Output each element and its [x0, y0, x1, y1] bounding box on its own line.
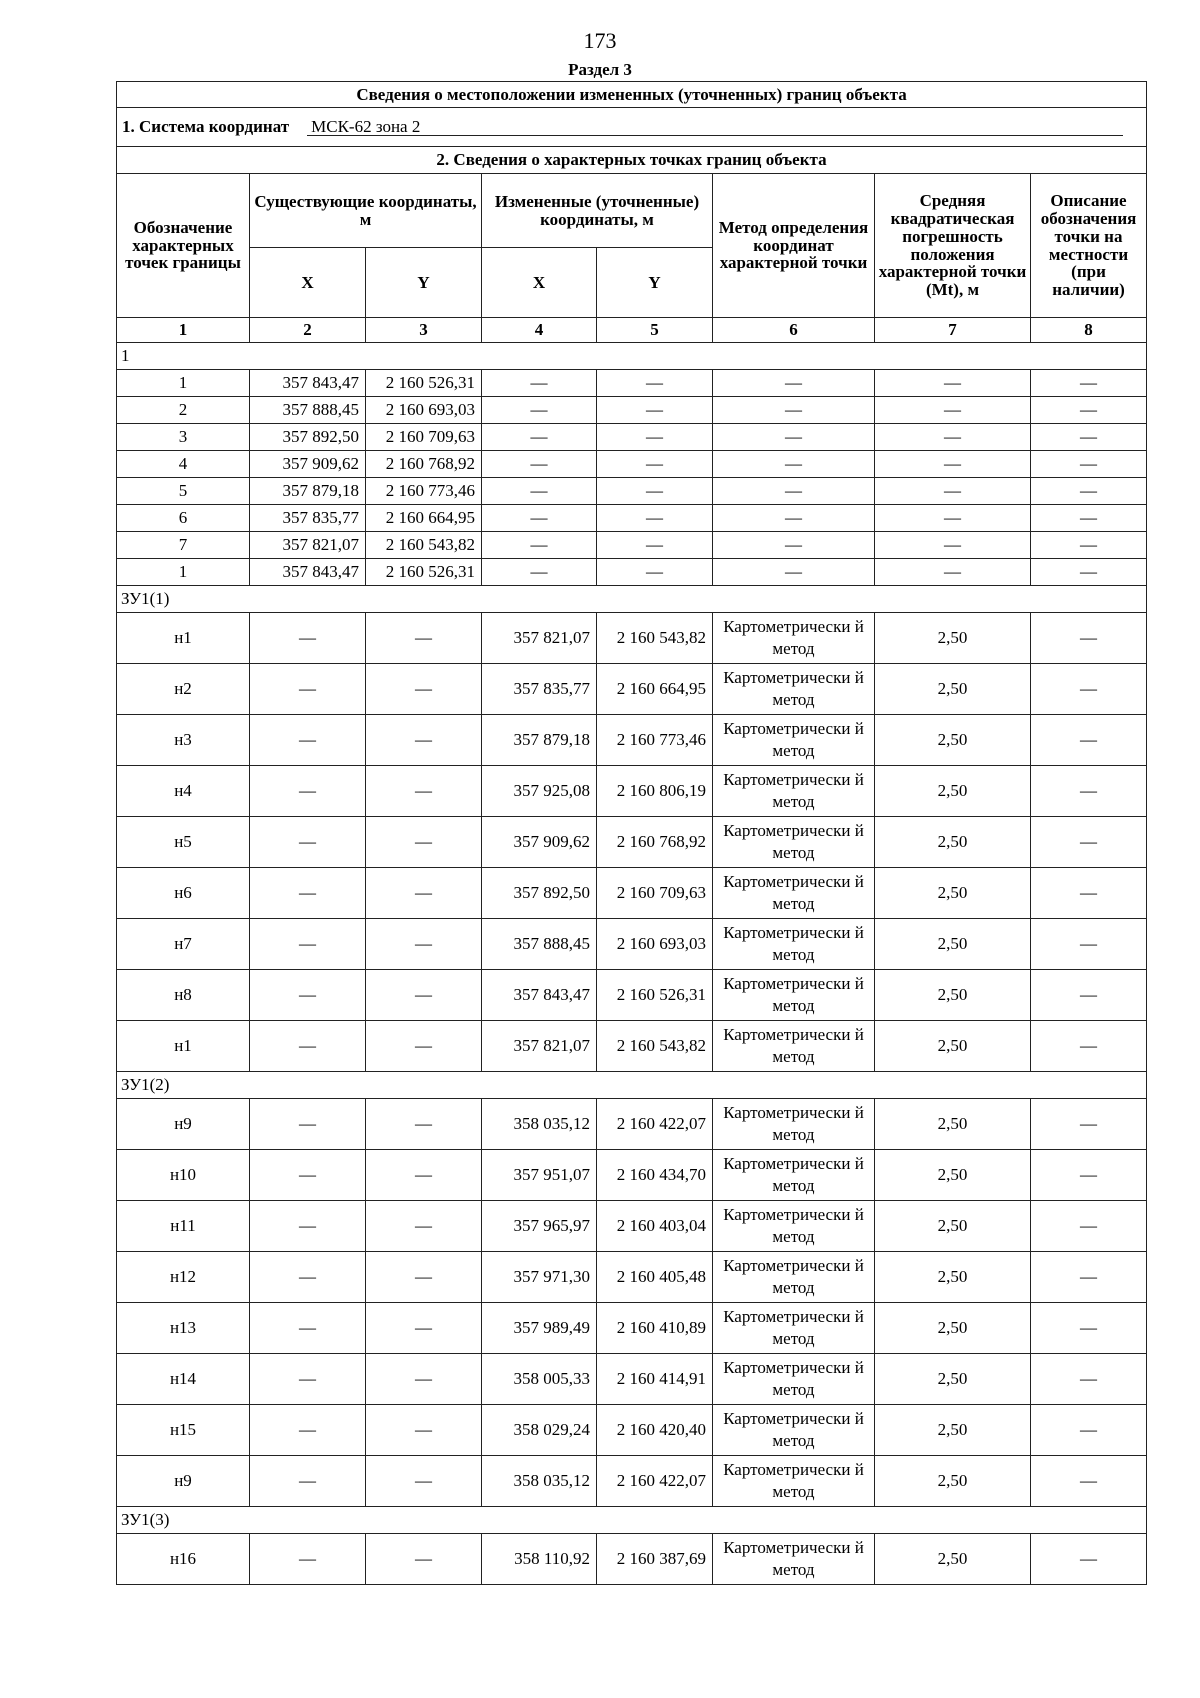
- cell-changed-x: 357 989,49: [482, 1303, 597, 1354]
- cell-existing-y: —: [366, 919, 482, 970]
- cell-accuracy: 2,50: [875, 1405, 1031, 1456]
- cell-method: Картометрически й метод: [713, 919, 875, 970]
- cell-existing-y: 2 160 526,31: [366, 370, 482, 397]
- cell-point-id: н6: [117, 868, 250, 919]
- cell-description: —: [1031, 1534, 1147, 1585]
- cell-changed-x: —: [482, 397, 597, 424]
- cell-changed-y: 2 160 526,31: [597, 970, 713, 1021]
- cell-method: Картометрически й метод: [713, 1405, 875, 1456]
- cell-existing-x: —: [250, 970, 366, 1021]
- cell-existing-x: —: [250, 919, 366, 970]
- header-accuracy: Средняя квадратическая погрешность положения характерной точки (Mt), м: [875, 174, 1031, 318]
- cell-changed-x: —: [482, 532, 597, 559]
- cell-existing-x: 357 835,77: [250, 505, 366, 532]
- header-changed-x: X: [482, 248, 597, 318]
- cell-existing-y: —: [366, 715, 482, 766]
- table-row: [117, 715, 1147, 766]
- cell-description: —: [1031, 532, 1147, 559]
- cell-accuracy: 2,50: [875, 919, 1031, 970]
- cell-existing-x: —: [250, 664, 366, 715]
- table-row: [117, 1252, 1147, 1303]
- cell-changed-x: 357 892,50: [482, 868, 597, 919]
- cell-accuracy: 2,50: [875, 1303, 1031, 1354]
- cell-changed-y: —: [597, 505, 713, 532]
- cell-accuracy: —: [875, 370, 1031, 397]
- cell-existing-y: —: [366, 1303, 482, 1354]
- cell-existing-x: —: [250, 1150, 366, 1201]
- table-row: [117, 664, 1147, 715]
- column-number: 1: [117, 318, 250, 343]
- cell-method: Картометрически й метод: [713, 613, 875, 664]
- cell-existing-x: —: [250, 1456, 366, 1507]
- boundary-points-table: [116, 81, 1147, 1585]
- cell-point-id: 7: [117, 532, 250, 559]
- header-existing-x: X: [250, 248, 366, 318]
- header-row-1: [117, 174, 1147, 248]
- cell-existing-y: —: [366, 1456, 482, 1507]
- cell-existing-x: —: [250, 1201, 366, 1252]
- cell-description: —: [1031, 664, 1147, 715]
- cell-description: —: [1031, 970, 1147, 1021]
- page-number: 173: [583, 28, 617, 53]
- column-number: 8: [1031, 318, 1147, 343]
- header-existing-coords: Существующие координаты, м: [250, 174, 482, 248]
- cell-changed-x: 357 965,97: [482, 1201, 597, 1252]
- cell-changed-y: 2 160 543,82: [597, 1021, 713, 1072]
- cell-changed-x: —: [482, 424, 597, 451]
- cell-accuracy: 2,50: [875, 1534, 1031, 1585]
- cell-changed-y: 2 160 403,04: [597, 1201, 713, 1252]
- cell-existing-y: —: [366, 1405, 482, 1456]
- cell-description: —: [1031, 715, 1147, 766]
- cell-changed-x: —: [482, 505, 597, 532]
- cell-changed-y: 2 160 693,03: [597, 919, 713, 970]
- table-row: [117, 370, 1147, 397]
- section-title: Раздел 3: [568, 60, 632, 79]
- column-number: 5: [597, 318, 713, 343]
- table-row: [117, 1303, 1147, 1354]
- cell-accuracy: —: [875, 559, 1031, 586]
- cell-existing-y: —: [366, 1201, 482, 1252]
- cell-changed-y: —: [597, 397, 713, 424]
- cell-existing-x: 357 821,07: [250, 532, 366, 559]
- cell-accuracy: 2,50: [875, 715, 1031, 766]
- table-title-row: [117, 82, 1147, 108]
- cell-point-id: н5: [117, 817, 250, 868]
- cell-point-id: н9: [117, 1099, 250, 1150]
- header-changed-y: Y: [597, 248, 713, 318]
- table-row: [117, 1534, 1147, 1585]
- cell-accuracy: 2,50: [875, 766, 1031, 817]
- cell-changed-y: 2 160 709,63: [597, 868, 713, 919]
- cell-existing-y: —: [366, 1354, 482, 1405]
- cell-existing-y: 2 160 709,63: [366, 424, 482, 451]
- cell-changed-y: 2 160 420,40: [597, 1405, 713, 1456]
- column-number: 2: [250, 318, 366, 343]
- cell-accuracy: —: [875, 451, 1031, 478]
- cell-existing-y: —: [366, 868, 482, 919]
- cell-accuracy: 2,50: [875, 1201, 1031, 1252]
- cell-method: Картометрически й метод: [713, 1534, 875, 1585]
- cell-changed-x: 357 821,07: [482, 1021, 597, 1072]
- cell-method: Картометрически й метод: [713, 1099, 875, 1150]
- cell-changed-x: 358 005,33: [482, 1354, 597, 1405]
- group-label: ЗУ1(2): [117, 1072, 1147, 1099]
- cell-point-id: 4: [117, 451, 250, 478]
- cell-method: —: [713, 505, 875, 532]
- cell-point-id: н9: [117, 1456, 250, 1507]
- coord-system-cell: [117, 108, 1147, 147]
- cell-description: —: [1031, 1150, 1147, 1201]
- cell-existing-x: —: [250, 766, 366, 817]
- table-row: [117, 397, 1147, 424]
- column-number-row: [117, 318, 1147, 343]
- cell-existing-y: —: [366, 1252, 482, 1303]
- cell-method: —: [713, 424, 875, 451]
- cell-existing-x: —: [250, 1354, 366, 1405]
- cell-description: —: [1031, 868, 1147, 919]
- cell-existing-y: 2 160 693,03: [366, 397, 482, 424]
- table-row: [117, 1099, 1147, 1150]
- cell-description: —: [1031, 505, 1147, 532]
- table-row: [117, 532, 1147, 559]
- cell-changed-y: 2 160 806,19: [597, 766, 713, 817]
- cell-method: Картометрически й метод: [713, 970, 875, 1021]
- table-row: [117, 424, 1147, 451]
- cell-method: —: [713, 451, 875, 478]
- cell-existing-y: —: [366, 766, 482, 817]
- cell-changed-y: —: [597, 559, 713, 586]
- table-row: [117, 613, 1147, 664]
- cell-point-id: н13: [117, 1303, 250, 1354]
- cell-description: —: [1031, 559, 1147, 586]
- cell-point-id: н2: [117, 664, 250, 715]
- cell-method: Картометрически й метод: [713, 766, 875, 817]
- cell-changed-x: 357 925,08: [482, 766, 597, 817]
- cell-changed-y: 2 160 422,07: [597, 1099, 713, 1150]
- header-changed-coords: Измененные (уточненные) координаты, м: [482, 174, 713, 248]
- cell-changed-x: 357 971,30: [482, 1252, 597, 1303]
- coord-system-label: 1. Система координат: [122, 116, 290, 136]
- cell-accuracy: 2,50: [875, 1354, 1031, 1405]
- group-row: [117, 1507, 1147, 1534]
- cell-accuracy: 2,50: [875, 817, 1031, 868]
- cell-method: —: [713, 397, 875, 424]
- cell-existing-x: —: [250, 1252, 366, 1303]
- cell-description: —: [1031, 1099, 1147, 1150]
- header-description: Описание обозначения точки на местности (при наличии): [1031, 174, 1147, 318]
- cell-changed-x: 358 110,92: [482, 1534, 597, 1585]
- cell-changed-x: 357 879,18: [482, 715, 597, 766]
- cell-existing-x: 357 909,62: [250, 451, 366, 478]
- cell-method: —: [713, 370, 875, 397]
- cell-accuracy: 2,50: [875, 613, 1031, 664]
- cell-point-id: 1: [117, 370, 250, 397]
- cell-changed-y: 2 160 410,89: [597, 1303, 713, 1354]
- cell-changed-x: 357 835,77: [482, 664, 597, 715]
- cell-point-id: 1: [117, 559, 250, 586]
- subtitle-row: [117, 147, 1147, 174]
- cell-accuracy: 2,50: [875, 1456, 1031, 1507]
- cell-existing-y: 2 160 543,82: [366, 532, 482, 559]
- cell-point-id: н4: [117, 766, 250, 817]
- cell-point-id: 3: [117, 424, 250, 451]
- cell-accuracy: —: [875, 397, 1031, 424]
- cell-point-id: 2: [117, 397, 250, 424]
- coord-system-value: МСК-62 зона 2: [307, 118, 1123, 137]
- group-label: ЗУ1(1): [117, 586, 1147, 613]
- cell-method: Картометрически й метод: [713, 664, 875, 715]
- cell-description: —: [1031, 397, 1147, 424]
- cell-existing-x: —: [250, 1303, 366, 1354]
- cell-accuracy: —: [875, 532, 1031, 559]
- cell-accuracy: —: [875, 424, 1031, 451]
- cell-point-id: н11: [117, 1201, 250, 1252]
- cell-changed-y: 2 160 405,48: [597, 1252, 713, 1303]
- cell-method: Картометрически й метод: [713, 1021, 875, 1072]
- cell-point-id: н12: [117, 1252, 250, 1303]
- cell-method: Картометрически й метод: [713, 1252, 875, 1303]
- table-row: [117, 766, 1147, 817]
- cell-existing-y: —: [366, 1150, 482, 1201]
- cell-description: —: [1031, 1405, 1147, 1456]
- cell-point-id: н14: [117, 1354, 250, 1405]
- cell-changed-x: —: [482, 370, 597, 397]
- cell-changed-x: 357 909,62: [482, 817, 597, 868]
- column-number: 6: [713, 318, 875, 343]
- cell-point-id: н1: [117, 613, 250, 664]
- cell-method: Картометрически й метод: [713, 1456, 875, 1507]
- cell-existing-y: —: [366, 1099, 482, 1150]
- table-row: [117, 868, 1147, 919]
- cell-existing-x: —: [250, 1405, 366, 1456]
- column-number: 3: [366, 318, 482, 343]
- cell-existing-x: —: [250, 817, 366, 868]
- cell-existing-x: —: [250, 1021, 366, 1072]
- cell-existing-y: —: [366, 817, 482, 868]
- cell-changed-x: —: [482, 478, 597, 505]
- cell-method: Картометрически й метод: [713, 1303, 875, 1354]
- table-row: [117, 1021, 1147, 1072]
- header-method: Метод определения координат характерной точки: [713, 174, 875, 318]
- cell-changed-y: —: [597, 532, 713, 559]
- cell-existing-y: 2 160 526,31: [366, 559, 482, 586]
- cell-description: —: [1031, 766, 1147, 817]
- cell-existing-y: 2 160 768,92: [366, 451, 482, 478]
- cell-description: —: [1031, 1354, 1147, 1405]
- table-row: [117, 970, 1147, 1021]
- cell-existing-y: —: [366, 1534, 482, 1585]
- table-row: [117, 1354, 1147, 1405]
- cell-changed-y: —: [597, 370, 713, 397]
- cell-existing-x: —: [250, 868, 366, 919]
- cell-existing-y: —: [366, 1021, 482, 1072]
- cell-point-id: н8: [117, 970, 250, 1021]
- cell-method: Картометрически й метод: [713, 1150, 875, 1201]
- cell-description: —: [1031, 478, 1147, 505]
- cell-existing-x: 357 843,47: [250, 559, 366, 586]
- cell-changed-y: 2 160 664,95: [597, 664, 713, 715]
- cell-existing-y: 2 160 664,95: [366, 505, 482, 532]
- cell-changed-y: —: [597, 478, 713, 505]
- cell-accuracy: 2,50: [875, 1252, 1031, 1303]
- cell-description: —: [1031, 1201, 1147, 1252]
- header-existing-y: Y: [366, 248, 482, 318]
- cell-accuracy: —: [875, 505, 1031, 532]
- cell-changed-y: 2 160 768,92: [597, 817, 713, 868]
- cell-description: —: [1031, 1021, 1147, 1072]
- cell-point-id: 5: [117, 478, 250, 505]
- cell-existing-x: 357 888,45: [250, 397, 366, 424]
- cell-method: —: [713, 559, 875, 586]
- cell-accuracy: 2,50: [875, 664, 1031, 715]
- cell-existing-y: —: [366, 613, 482, 664]
- cell-accuracy: 2,50: [875, 868, 1031, 919]
- cell-existing-x: 357 843,47: [250, 370, 366, 397]
- cell-description: —: [1031, 613, 1147, 664]
- cell-method: —: [713, 532, 875, 559]
- cell-existing-y: —: [366, 664, 482, 715]
- table-row: [117, 478, 1147, 505]
- cell-existing-x: —: [250, 1099, 366, 1150]
- cell-existing-y: 2 160 773,46: [366, 478, 482, 505]
- cell-changed-x: 357 888,45: [482, 919, 597, 970]
- header-point-designation: Обозначение характерных точек границы: [117, 174, 250, 318]
- table-body: [117, 82, 1147, 1585]
- cell-method: Картометрически й метод: [713, 1354, 875, 1405]
- cell-accuracy: 2,50: [875, 1099, 1031, 1150]
- cell-method: Картометрически й метод: [713, 817, 875, 868]
- cell-description: —: [1031, 424, 1147, 451]
- table-row: [117, 451, 1147, 478]
- table-row: [117, 1201, 1147, 1252]
- cell-method: Картометрически й метод: [713, 715, 875, 766]
- cell-description: —: [1031, 1252, 1147, 1303]
- cell-changed-x: —: [482, 559, 597, 586]
- cell-changed-x: 357 821,07: [482, 613, 597, 664]
- group-row: [117, 343, 1147, 370]
- cell-point-id: н1: [117, 1021, 250, 1072]
- cell-existing-x: —: [250, 715, 366, 766]
- cell-point-id: н16: [117, 1534, 250, 1585]
- table-row: [117, 1456, 1147, 1507]
- cell-point-id: н15: [117, 1405, 250, 1456]
- table-row: [117, 559, 1147, 586]
- cell-description: —: [1031, 817, 1147, 868]
- cell-changed-y: 2 160 543,82: [597, 613, 713, 664]
- cell-changed-y: 2 160 434,70: [597, 1150, 713, 1201]
- group-label: 1: [117, 343, 1147, 370]
- group-row: [117, 586, 1147, 613]
- cell-existing-x: —: [250, 613, 366, 664]
- table-row: [117, 817, 1147, 868]
- cell-method: Картометрически й метод: [713, 1201, 875, 1252]
- cell-changed-y: 2 160 773,46: [597, 715, 713, 766]
- cell-description: —: [1031, 919, 1147, 970]
- cell-description: —: [1031, 1456, 1147, 1507]
- cell-changed-y: —: [597, 424, 713, 451]
- cell-changed-y: —: [597, 451, 713, 478]
- table-row: [117, 919, 1147, 970]
- cell-description: —: [1031, 370, 1147, 397]
- column-number: 4: [482, 318, 597, 343]
- cell-changed-x: 358 029,24: [482, 1405, 597, 1456]
- cell-changed-x: 357 951,07: [482, 1150, 597, 1201]
- group-row: [117, 1072, 1147, 1099]
- cell-accuracy: 2,50: [875, 1150, 1031, 1201]
- cell-existing-x: 357 879,18: [250, 478, 366, 505]
- cell-point-id: н7: [117, 919, 250, 970]
- cell-changed-x: 357 843,47: [482, 970, 597, 1021]
- cell-changed-x: 358 035,12: [482, 1099, 597, 1150]
- cell-accuracy: 2,50: [875, 1021, 1031, 1072]
- cell-existing-x: —: [250, 1534, 366, 1585]
- table-row: [117, 1405, 1147, 1456]
- table-title: Сведения о местоположении измененных (уточненных) границ объекта: [117, 82, 1147, 108]
- cell-accuracy: —: [875, 478, 1031, 505]
- cell-accuracy: 2,50: [875, 970, 1031, 1021]
- cell-changed-x: 358 035,12: [482, 1456, 597, 1507]
- table-row: [117, 1150, 1147, 1201]
- cell-changed-y: 2 160 387,69: [597, 1534, 713, 1585]
- cell-changed-x: —: [482, 451, 597, 478]
- table-subtitle: 2. Сведения о характерных точках границ объекта: [117, 147, 1147, 174]
- group-label: ЗУ1(3): [117, 1507, 1147, 1534]
- cell-changed-y: 2 160 422,07: [597, 1456, 713, 1507]
- cell-description: —: [1031, 451, 1147, 478]
- cell-method: Картометрически й метод: [713, 868, 875, 919]
- cell-existing-y: —: [366, 970, 482, 1021]
- table-row: [117, 505, 1147, 532]
- cell-existing-x: 357 892,50: [250, 424, 366, 451]
- column-number: 7: [875, 318, 1031, 343]
- cell-point-id: н10: [117, 1150, 250, 1201]
- cell-description: —: [1031, 1303, 1147, 1354]
- coord-system-row: [117, 108, 1147, 147]
- cell-changed-y: 2 160 414,91: [597, 1354, 713, 1405]
- cell-point-id: 6: [117, 505, 250, 532]
- cell-method: —: [713, 478, 875, 505]
- cell-point-id: н3: [117, 715, 250, 766]
